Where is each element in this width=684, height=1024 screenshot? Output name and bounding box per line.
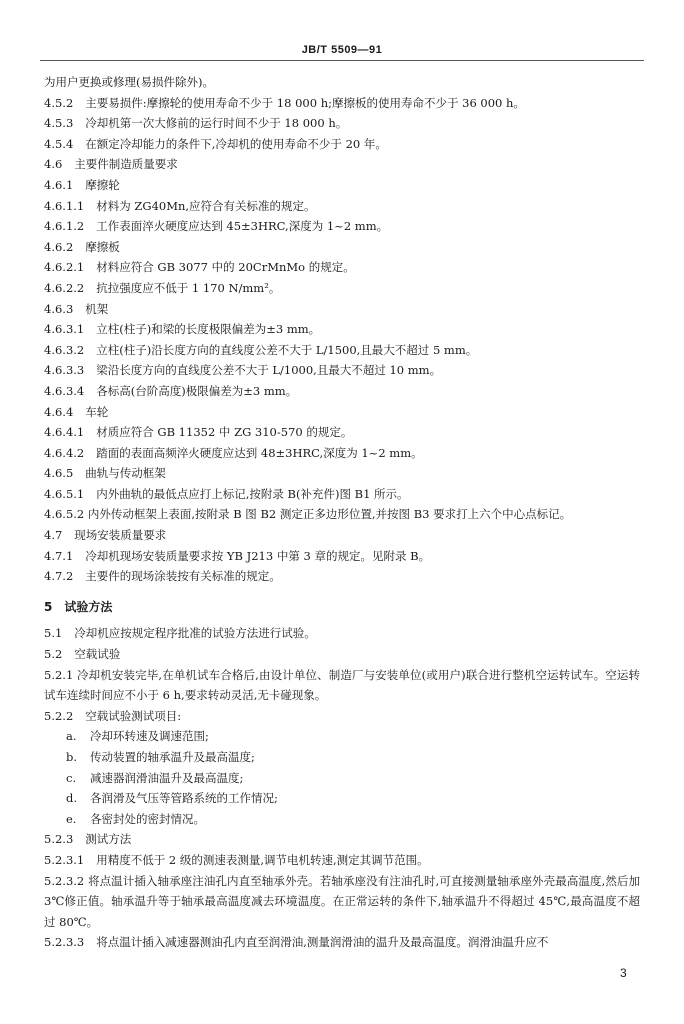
clause-line	[44, 850, 640, 871]
clause-text: 工作表面淬火硬度应达到 45±3HRC,深度为 1~2 mm。	[96, 219, 389, 234]
clause-line	[44, 381, 640, 402]
clause-number: 5.1	[44, 626, 63, 641]
clause-text: 现场安装质量要求	[74, 528, 167, 543]
clause-number: 4.5.3	[44, 116, 74, 131]
section-title: 试验方法	[64, 599, 113, 614]
clause-number: 4.7.1	[44, 548, 74, 563]
test-item	[44, 788, 640, 809]
clause-number: 4.6.5.1	[44, 486, 85, 501]
clause-5-2-1	[44, 665, 640, 706]
test-item	[44, 768, 640, 789]
clause-number: 5.2.1	[44, 667, 74, 682]
clause-line	[44, 463, 640, 484]
section-number: 5	[44, 599, 53, 614]
clause-text: 将点温计插入轴承座注油孔内直至轴承外壳。若轴承座没有注油孔时,可直接测量轴承座外壳最高温度,然后加 3℃修正值。轴承温升等于轴承最高温度减去环境温度。在正常运转的条件下,轴承温升不得超过 45℃,最高温度不超过 80℃。	[44, 873, 640, 929]
clause-text: 主要易损件:摩擦轮的使用寿命不少于 18 000 h;摩擦板的使用寿命不少于 36 000 h。	[85, 95, 525, 110]
test-item	[44, 726, 640, 747]
clause-line	[44, 319, 640, 340]
document-code-header: JB/T 5509—91	[301, 44, 383, 56]
clause-number: 4.6.1	[44, 177, 74, 192]
clause-text: 曲轨与传动框架	[85, 466, 166, 481]
clause-text: 摩擦轮	[85, 177, 120, 192]
section-5-heading	[44, 597, 640, 618]
clause-line	[44, 402, 640, 423]
clause-line	[44, 644, 640, 665]
clause-text: 内外传动框架上表面,按附录 B 图 B2 测定正多边形位置,并按图 B3 要求打上六个中心点标记。	[87, 507, 572, 522]
clause-number: 4.6.4.1	[44, 425, 85, 440]
clause-text: 踏面的表面高频淬火硬度应达到 48±3HRC,深度为 1~2 mm。	[96, 445, 423, 460]
clause-text: 冷却机现场安装质量要求按 YB J213 中第 3 章的规定。见附录 B。	[85, 548, 431, 563]
clause-5-2-3-2	[44, 871, 640, 933]
clause-number: 4.6.2.1	[44, 260, 85, 275]
clause-line	[44, 360, 640, 381]
clause-line	[44, 525, 640, 546]
test-item	[44, 809, 640, 830]
clause-number: 5.2.3.3	[44, 935, 85, 950]
clause-line	[44, 623, 640, 644]
clause-line	[44, 196, 640, 217]
clause-text: 用精度不低于 2 级的测速表测量,调节电机转速,测定其调节范围。	[96, 852, 429, 867]
clause-text: 立柱(柱子)和梁的长度极限偏差为±3 mm。	[96, 322, 321, 337]
clause-line	[44, 175, 640, 196]
clause-text: 材料应符合 GB 3077 中的 20CrMnMo 的规定。	[96, 260, 355, 275]
item-marker: c.	[66, 770, 77, 785]
clause-number: 5.2.3.1	[44, 852, 85, 867]
clause-text: 测试方法	[85, 832, 132, 847]
test-item	[44, 747, 640, 768]
clause-line	[44, 829, 640, 850]
clause-text: 空载试验	[74, 647, 121, 662]
item-text: 各密封处的密封情况。	[90, 811, 205, 826]
clause-line	[44, 278, 640, 299]
page-number: 3	[620, 966, 627, 980]
clause-line	[44, 443, 640, 464]
clause-text: 车轮	[85, 404, 109, 419]
clause-number: 5.2.3.2	[44, 873, 85, 888]
clause-number: 4.6.1.2	[44, 219, 85, 234]
clause-text: 冷却机应按规定程序批准的试验方法进行试验。	[74, 626, 316, 641]
item-marker: a.	[66, 729, 77, 744]
clause-number: 5.2.2	[44, 708, 74, 723]
clause-text: 摩擦板	[85, 239, 120, 254]
clause-4-6-5-2	[44, 504, 640, 525]
clause-text: 机架	[85, 301, 109, 316]
clause-text: 立柱(柱子)沿长度方向的直线度公差不大于 L/1500,且最大不超过 5 mm。	[96, 342, 478, 357]
clause-number: 4.6.2	[44, 239, 74, 254]
header-rule	[40, 60, 644, 61]
item-marker: e.	[66, 811, 77, 826]
clause-number: 4.6	[44, 157, 63, 172]
clause-line	[44, 299, 640, 320]
item-text: 冷却环转速及调速范围;	[90, 729, 209, 744]
clause-line	[44, 154, 640, 175]
clause-number: 4.6.3.2	[44, 342, 85, 357]
item-marker: d.	[66, 791, 78, 806]
clause-line	[44, 546, 640, 567]
clause-list-4-5-to-4-6	[44, 72, 640, 504]
clause-number: 4.5.4	[44, 136, 74, 151]
clause-line	[44, 237, 640, 258]
clause-line	[44, 72, 640, 93]
clause-number: 4.6.4.2	[44, 445, 85, 460]
clause-number: 5.2	[44, 647, 63, 662]
clause-text: 为用户更换或修理(易损件除外)。	[44, 75, 214, 89]
clause-number: 4.6.1.1	[44, 198, 85, 213]
clause-number: 4.6.3.3	[44, 363, 85, 378]
clause-line	[44, 93, 640, 114]
clause-number: 4.6.3.1	[44, 322, 85, 337]
clause-line	[44, 422, 640, 443]
test-item-list	[44, 726, 640, 829]
clause-number: 4.6.3.4	[44, 383, 85, 398]
clause-text: 将点温计插入减速器测油孔内直至润滑油,测量润滑油的温升及最高温度。润滑油温升应不	[96, 935, 549, 950]
item-text: 减速器润滑油温升及最高温度;	[90, 770, 244, 785]
clause-number: 4.7	[44, 528, 63, 543]
spacer	[44, 587, 640, 597]
clause-line	[44, 340, 640, 361]
clause-list-5-2-3	[44, 829, 640, 870]
document-body	[44, 72, 640, 953]
clause-line	[44, 113, 640, 134]
clause-line	[44, 566, 640, 587]
clause-number: 4.6.5	[44, 466, 74, 481]
clause-text: 材质应符合 GB 11352 中 ZG 310-570 的规定。	[96, 425, 353, 440]
clause-number: 4.5.2	[44, 95, 74, 110]
clause-text: 梁沿长度方向的直线度公差不大于 L/1000,且最大不超过 10 mm。	[96, 363, 442, 378]
clause-number: 4.7.2	[44, 569, 74, 584]
clause-list-5-1	[44, 623, 640, 664]
clause-line	[44, 257, 640, 278]
clause-text: 材料为 ZG40Mn,应符合有关标准的规定。	[96, 198, 316, 213]
clause-text: 内外曲轨的最低点应打上标记,按附录 B(补充件)图 B1 所示。	[96, 486, 409, 501]
clause-line	[44, 134, 640, 155]
clause-text: 各标高(台阶高度)极限偏差为±3 mm。	[96, 383, 298, 398]
clause-number: 5.2.3	[44, 832, 74, 847]
clause-line	[44, 216, 640, 237]
clause-text: 主要件制造质量要求	[74, 157, 178, 172]
clause-text: 在额定冷却能力的条件下,冷却机的使用寿命不少于 20 年。	[85, 136, 387, 151]
clause-text: 抗拉强度应不低于 1 170 N/mm²。	[96, 280, 281, 295]
clause-5-2-2	[44, 706, 640, 727]
clause-list-4-7	[44, 525, 640, 587]
clause-number: 4.6.5.2	[44, 507, 85, 522]
clause-text: 冷却机安装完毕,在单机试车合格后,由设计单位、制造厂与安装单位(或用户)联合进行整机空运转试车。空运转试车连续时间应不小于 6 h,要求转动灵活,无卡碰现象。	[44, 667, 640, 703]
clause-number: 4.6.2.2	[44, 280, 85, 295]
clause-text: 主要件的现场涂装按有关标准的规定。	[85, 569, 281, 584]
clause-number: 4.6.4	[44, 404, 74, 419]
clause-line	[44, 484, 640, 505]
item-text: 各润滑及气压等管路系统的工作情况;	[90, 791, 278, 806]
clause-text: 空载试验测试项目:	[85, 708, 182, 723]
clause-text: 冷却机第一次大修前的运行时间不少于 18 000 h。	[85, 116, 348, 131]
item-text: 传动装置的轴承温升及最高温度;	[90, 750, 255, 764]
clause-5-2-3-3	[44, 932, 640, 953]
clause-number: 4.6.3	[44, 301, 74, 316]
item-marker: b.	[66, 750, 78, 764]
